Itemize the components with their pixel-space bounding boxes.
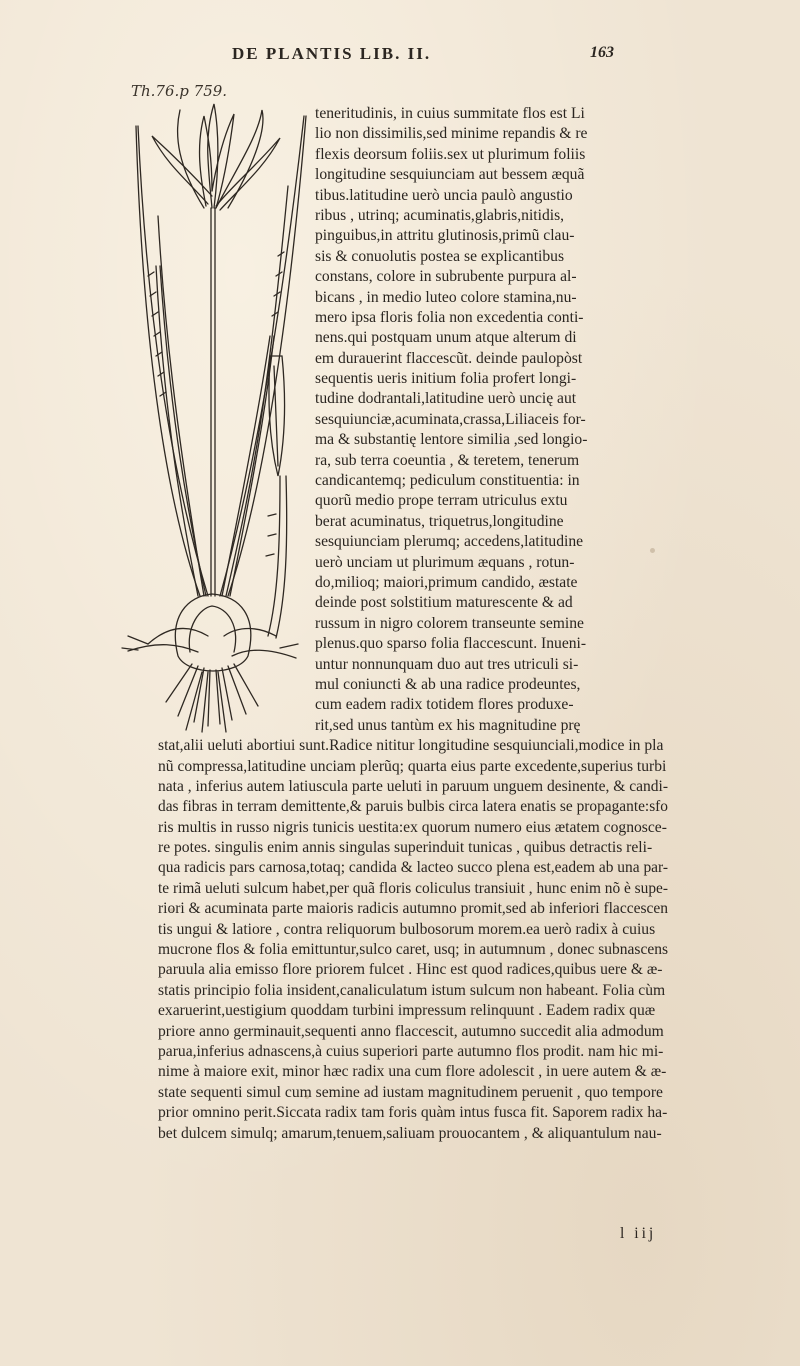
text-line: parua,inferius adnascens,à cuius superiori parte autumno flos prodit. nam hic mi-: [158, 1042, 664, 1060]
text-line: quorũ medio prope terram utriculus extu: [315, 492, 568, 510]
paper-stain: [650, 548, 655, 553]
text-line: state sequenti simul cum semine ad iustam magnitudinem peruenit , quo tempore: [158, 1083, 663, 1101]
paper-stain: [305, 1095, 309, 1099]
text-line: bicans , in medio luteo colore stamina,nu-: [315, 288, 577, 306]
text-line: qua radicis pars carnosa,totaq; candida & lacteo succo plena est,eadem ab una par-: [158, 859, 668, 877]
text-line: riori & acuminata parte maioris radicis autumno promit,sed ab inferiori flaccescen: [158, 900, 668, 918]
text-line: statis principio folia insident,canaliculatum istum sulcum non habeant. Folia cùm: [158, 981, 666, 999]
text-line: das fibras in terram demittente,& paruis bulbis circa latera enatis se propagante:sfo: [158, 798, 668, 816]
text-line: ribus , utrinq; acuminatis,glabris,nitidis,: [315, 206, 565, 224]
text-line: sesquiunciæ,acuminata,crassa,Liliaceis for-: [315, 410, 586, 428]
text-line: nens.qui postquam unum atque alterum di: [315, 329, 577, 347]
text-line: lio non dissimilis,sed minime repandis & re: [315, 125, 588, 143]
text-line: do,milioq; maiori,primum candido, æstate: [315, 573, 578, 591]
running-head-title: DE PLANTIS LIB. II.: [232, 44, 432, 63]
text-line: cum eadem radix totidem flores produxe-: [315, 696, 574, 714]
text-line: stat,alii ueluti abortiui sunt.Radice nititur longitudine sesquiunciali,modice in pla: [158, 737, 664, 755]
running-head: [0, 44, 800, 66]
text-line: te rimã ueluti sulcum habet,per quã floris coliculus transiuit , hunc enim nõ è supe-: [158, 879, 668, 897]
text-line: em durauerint flaccescũt. deinde paulopòst: [315, 349, 583, 367]
text-line: deinde post solstitium maturescente & ad: [315, 594, 573, 612]
text-line: prior omnino perit.Siccata radix tam foris quàm intus fusca fit. Saporem radix ha-: [158, 1104, 668, 1122]
text-line: sequentis ueris initium folia profert longi-: [315, 370, 577, 388]
paper-stain: [170, 908, 174, 912]
text-line: russum in nigro colorem transeunte semine: [315, 614, 584, 632]
text-line: berat acuminatus, triquetrus,longitudine: [315, 512, 564, 530]
text-line: nũ compressa,latitudine unciam plerũq; quarta eius parte excedente,superius turbi: [158, 757, 667, 775]
body-text: [158, 104, 668, 1144]
text-line: pinguibus,in attritu glutinosis,primũ clau-: [315, 227, 575, 245]
text-line: candicantemq; pediculum constituentia: in: [315, 472, 580, 490]
text-line: mero ipsa floris folia non excedentia conti-: [315, 308, 584, 326]
text-line: constans, colore in subrubente purpura al-: [315, 268, 577, 286]
text-line: rit,sed unus tantùm ex his magnitudine prę: [315, 716, 581, 734]
text-line: sis & conuolutis postea se explicantibus: [315, 247, 565, 265]
text-line: mucrone flos & folia emittuntur,sulco caret, usq; in autumnum , donec subnascens: [158, 941, 668, 959]
text-line: nime à maiore exit, minor hæc radix una cum flore adolescit , in uere autem & æ-: [158, 1063, 667, 1081]
text-line: ra, sub terra coeuntia , & teretem, tenerum: [315, 451, 580, 469]
text-line: tibus.latitudine uerò uncia paulò angustio: [315, 186, 573, 204]
text-line: teneritudinis, in cuius summitate flos est Li: [315, 105, 585, 122]
page-number: 163: [590, 44, 614, 61]
text-line: priore anno germinauit,sequenti anno flaccescit, autumno succedit alia admodum: [158, 1022, 664, 1040]
text-line: longitudine sesquiunciam aut bessem æquã: [315, 166, 585, 184]
text-line: ma & substantię lentore similia ,sed longio-: [315, 431, 588, 449]
text-line: ris multis in russo nigris tunicis uestita:ex quorum numero eius ætatem cognosce-: [158, 818, 667, 836]
text-line: mul coniuncti & ab una radice prodeuntes,: [315, 675, 581, 693]
text-line: uerò unciam ut plurimum æquans , rotun-: [315, 553, 575, 571]
text-line: bet dulcem simulq; amarum,tenuem,saliuam prouocantem , & aliquantulum nau-: [158, 1124, 662, 1142]
handwritten-margin-note: Th.76.p 759.: [131, 82, 228, 100]
signature-mark: l iij: [620, 1225, 657, 1242]
text-line: tudine dodrantali,latitudine uerò uncię aut: [315, 390, 577, 408]
text-line: paruula alia emisso flore priorem fulcet . Hinc est quod radices,quibus uere & æ-: [158, 961, 663, 979]
text-line: tis ungui & latiore , contra reliquorum bulbosorum morem.ea uerò radix à cuius: [158, 920, 656, 938]
text-line: untur nonnunquam duo aut tres utriculi si-: [315, 655, 579, 673]
text-line: re potes. singulis enim annis singulas superinduit tunicas , quibus detractis reli-: [158, 839, 653, 857]
text-line: plenus.quo sparso folia flaccescunt. Inueni-: [315, 635, 587, 653]
text-line: sesquiunciam plerumq; accedens,latitudine: [315, 533, 584, 551]
text-line: nata , inferius autem latiuscula parte ueluti in paruum unguem desinente, & candi-: [158, 777, 668, 795]
text-line: exaruerint,uestigium quoddam turbini impressum relinquunt . Eadem radix quæ: [158, 1002, 656, 1020]
text-line: flexis deorsum foliis.sex ut plurimum foliis: [315, 145, 586, 163]
